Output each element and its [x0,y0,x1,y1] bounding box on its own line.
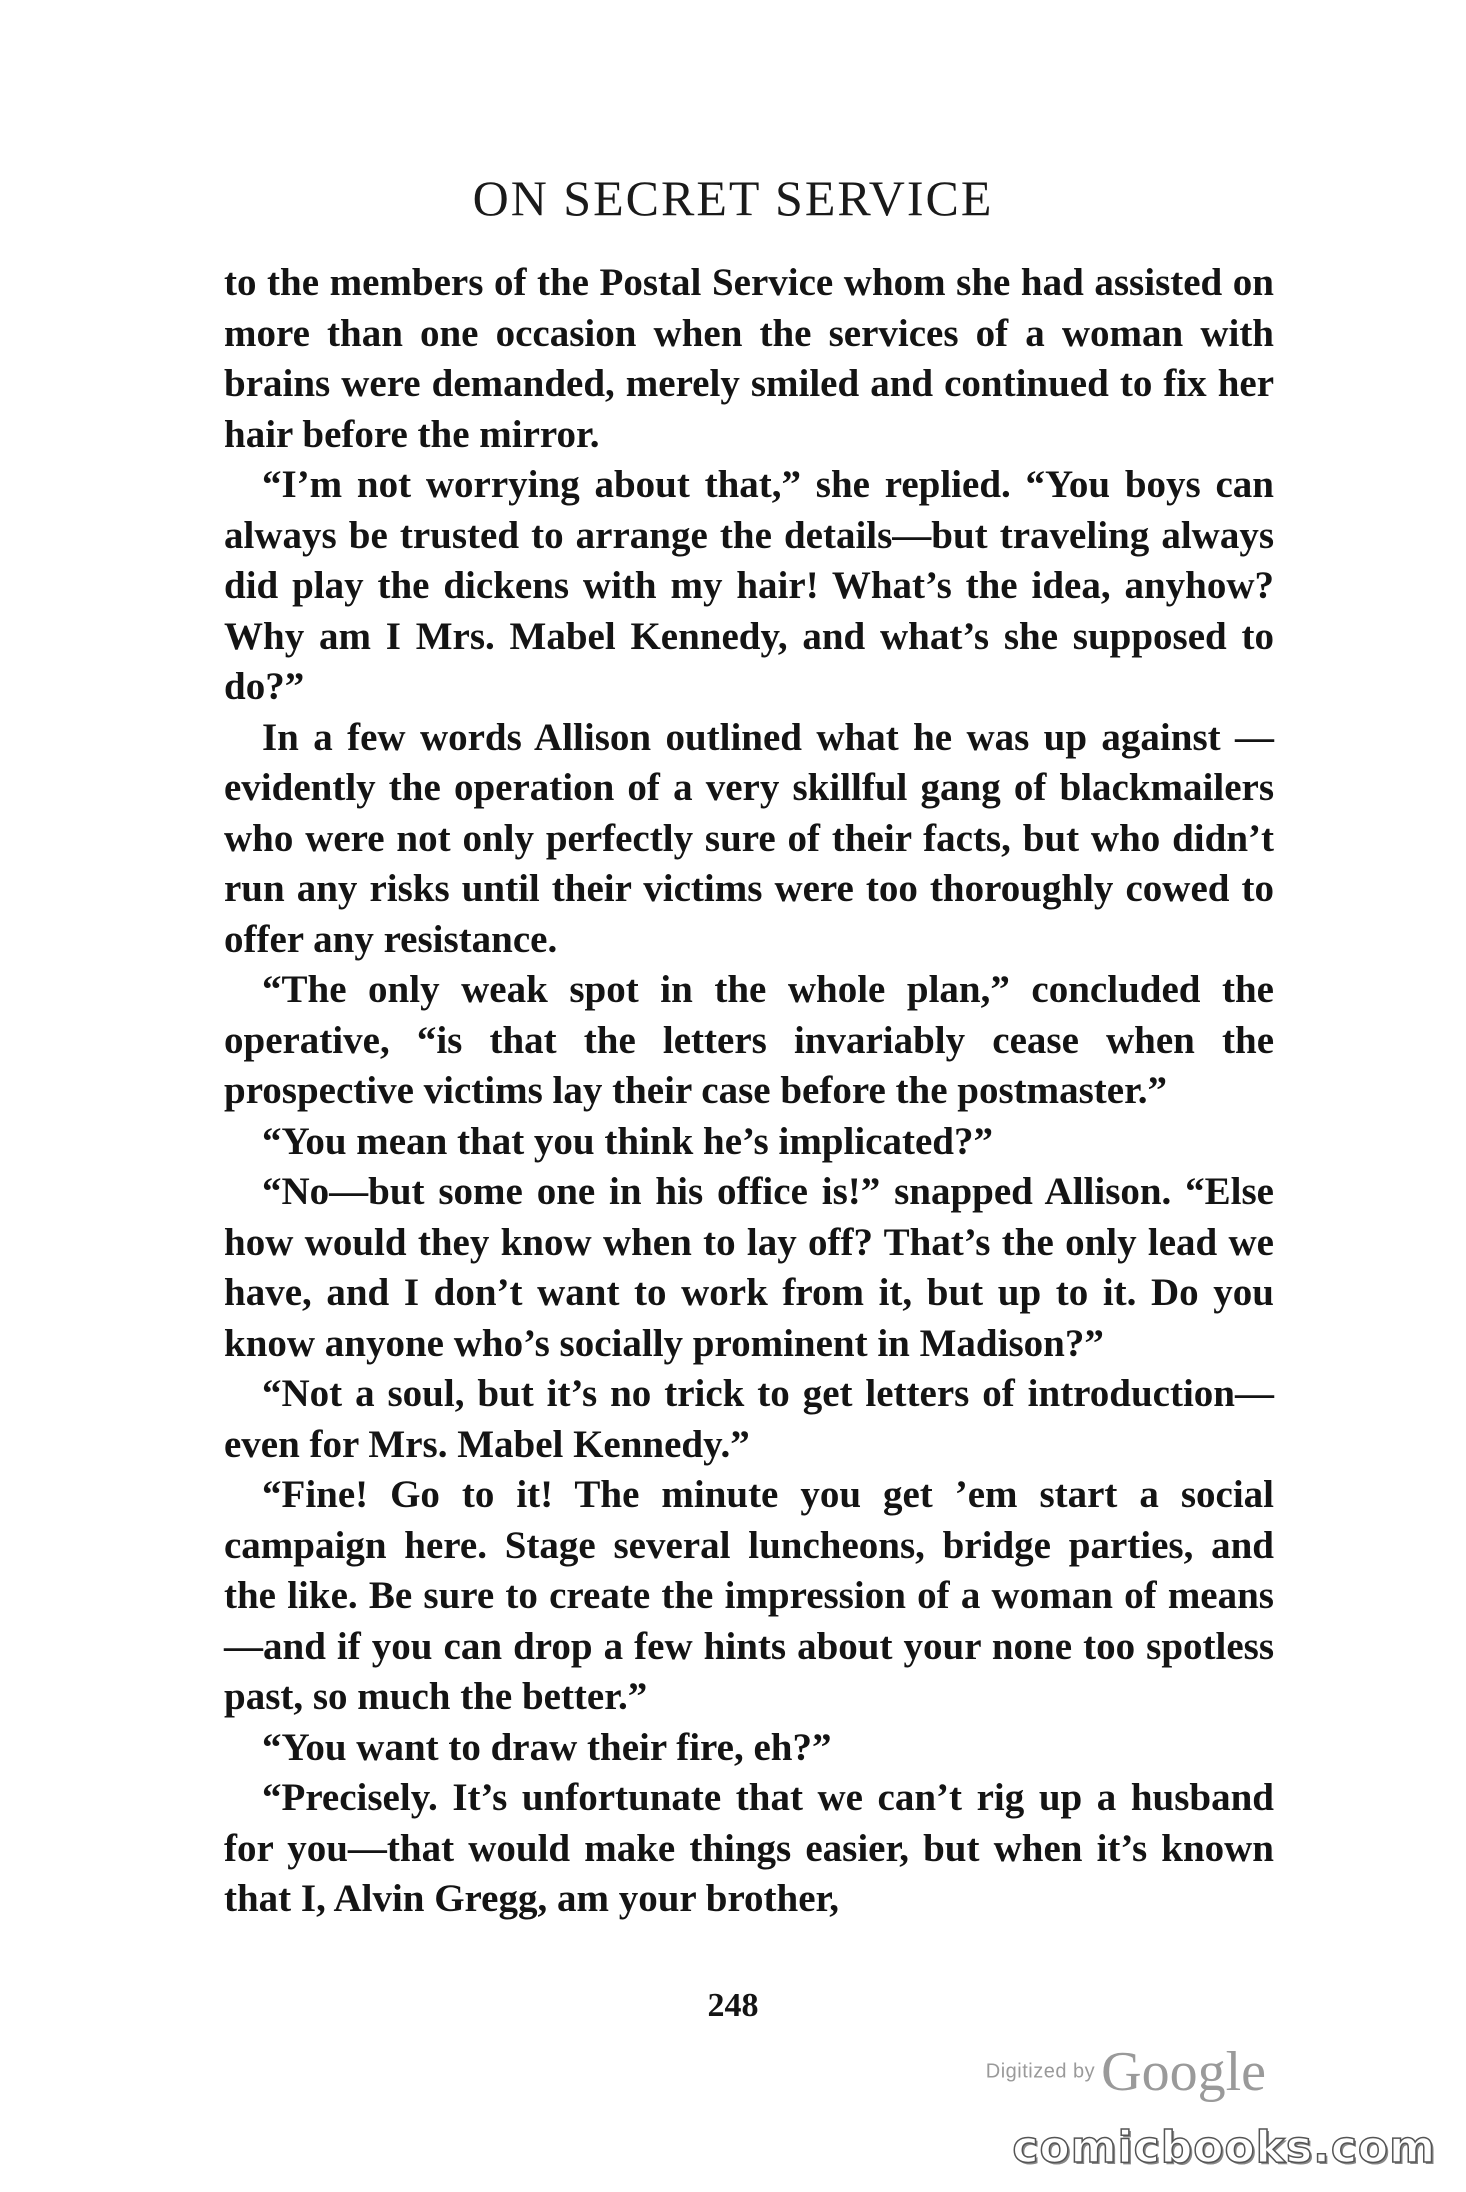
paragraph: In a few words Allison outlined what he was up against —evidently the operation of a very skillful gang of blackmailers who were not only perfectly sure of their facts, but who didn’t run any risks until their victims were too thoroughly cowed to offer any resistance. [224,715,1274,961]
paragraph: “I’m not worrying about that,” she replied. “You boys can always be trusted to arrange the details—but traveling always did play the dickens with my hair! What’s the idea, anyhow? Why am I Mrs. Mabel Kennedy, and what’s she supposed to do?” [224,463,1274,708]
body-text [224,258,1274,1925]
google-logo: Google [1101,2041,1266,2103]
paragraph: “You want to draw their fire, eh?” [262,1725,832,1769]
page-number: 248 [707,1987,759,2024]
page-title: ON SECRET SERVICE [472,170,994,226]
paragraph: “Fine! Go to it! The minute you get ’em start a social campaign here. Stage several luncheons, bridge parties, and the like. Be sure to create the impression of a woman of means—and if you can drop a few hints about your none too spotless past, so much the better.” [224,1473,1274,1718]
paragraph: “Not a soul, but it’s no trick to get letters of introduction—even for Mrs. Mabel Kennedy.” [224,1372,1274,1466]
paragraph: “The only weak spot in the whole plan,” concluded the operative, “is that the letters invariably cease when the prospective victims lay their case before the postmaster.” [224,968,1274,1112]
paragraph: “No—but some one in his office is!” snapped Allison. “Else how would they know when to lay off? That’s the only lead we have, and I don’t want to work from it, but up to it. Do you know anyone who’s socially prominent in Madison?” [224,1170,1274,1365]
watermark: comicbooks.com [1012,2122,1436,2173]
paragraph: “Precisely. It’s unfortunate that we can’t rig up a husband for you—that would make things easier, but when it’s known that I, Alvin Gregg, am your brother, [224,1776,1274,1920]
paragraph: to the members of the Postal Service whom she had assisted on more than one occasion when the services of a woman with brains were demanded, merely smiled and continued to fix her hair before the mirror. [224,261,1274,456]
digitized-by-google-mark [986,2040,1266,2104]
paragraph: “You mean that you think he’s implicated?” [262,1119,993,1163]
digitized-prefix: Digitized by [985,2060,1096,2083]
